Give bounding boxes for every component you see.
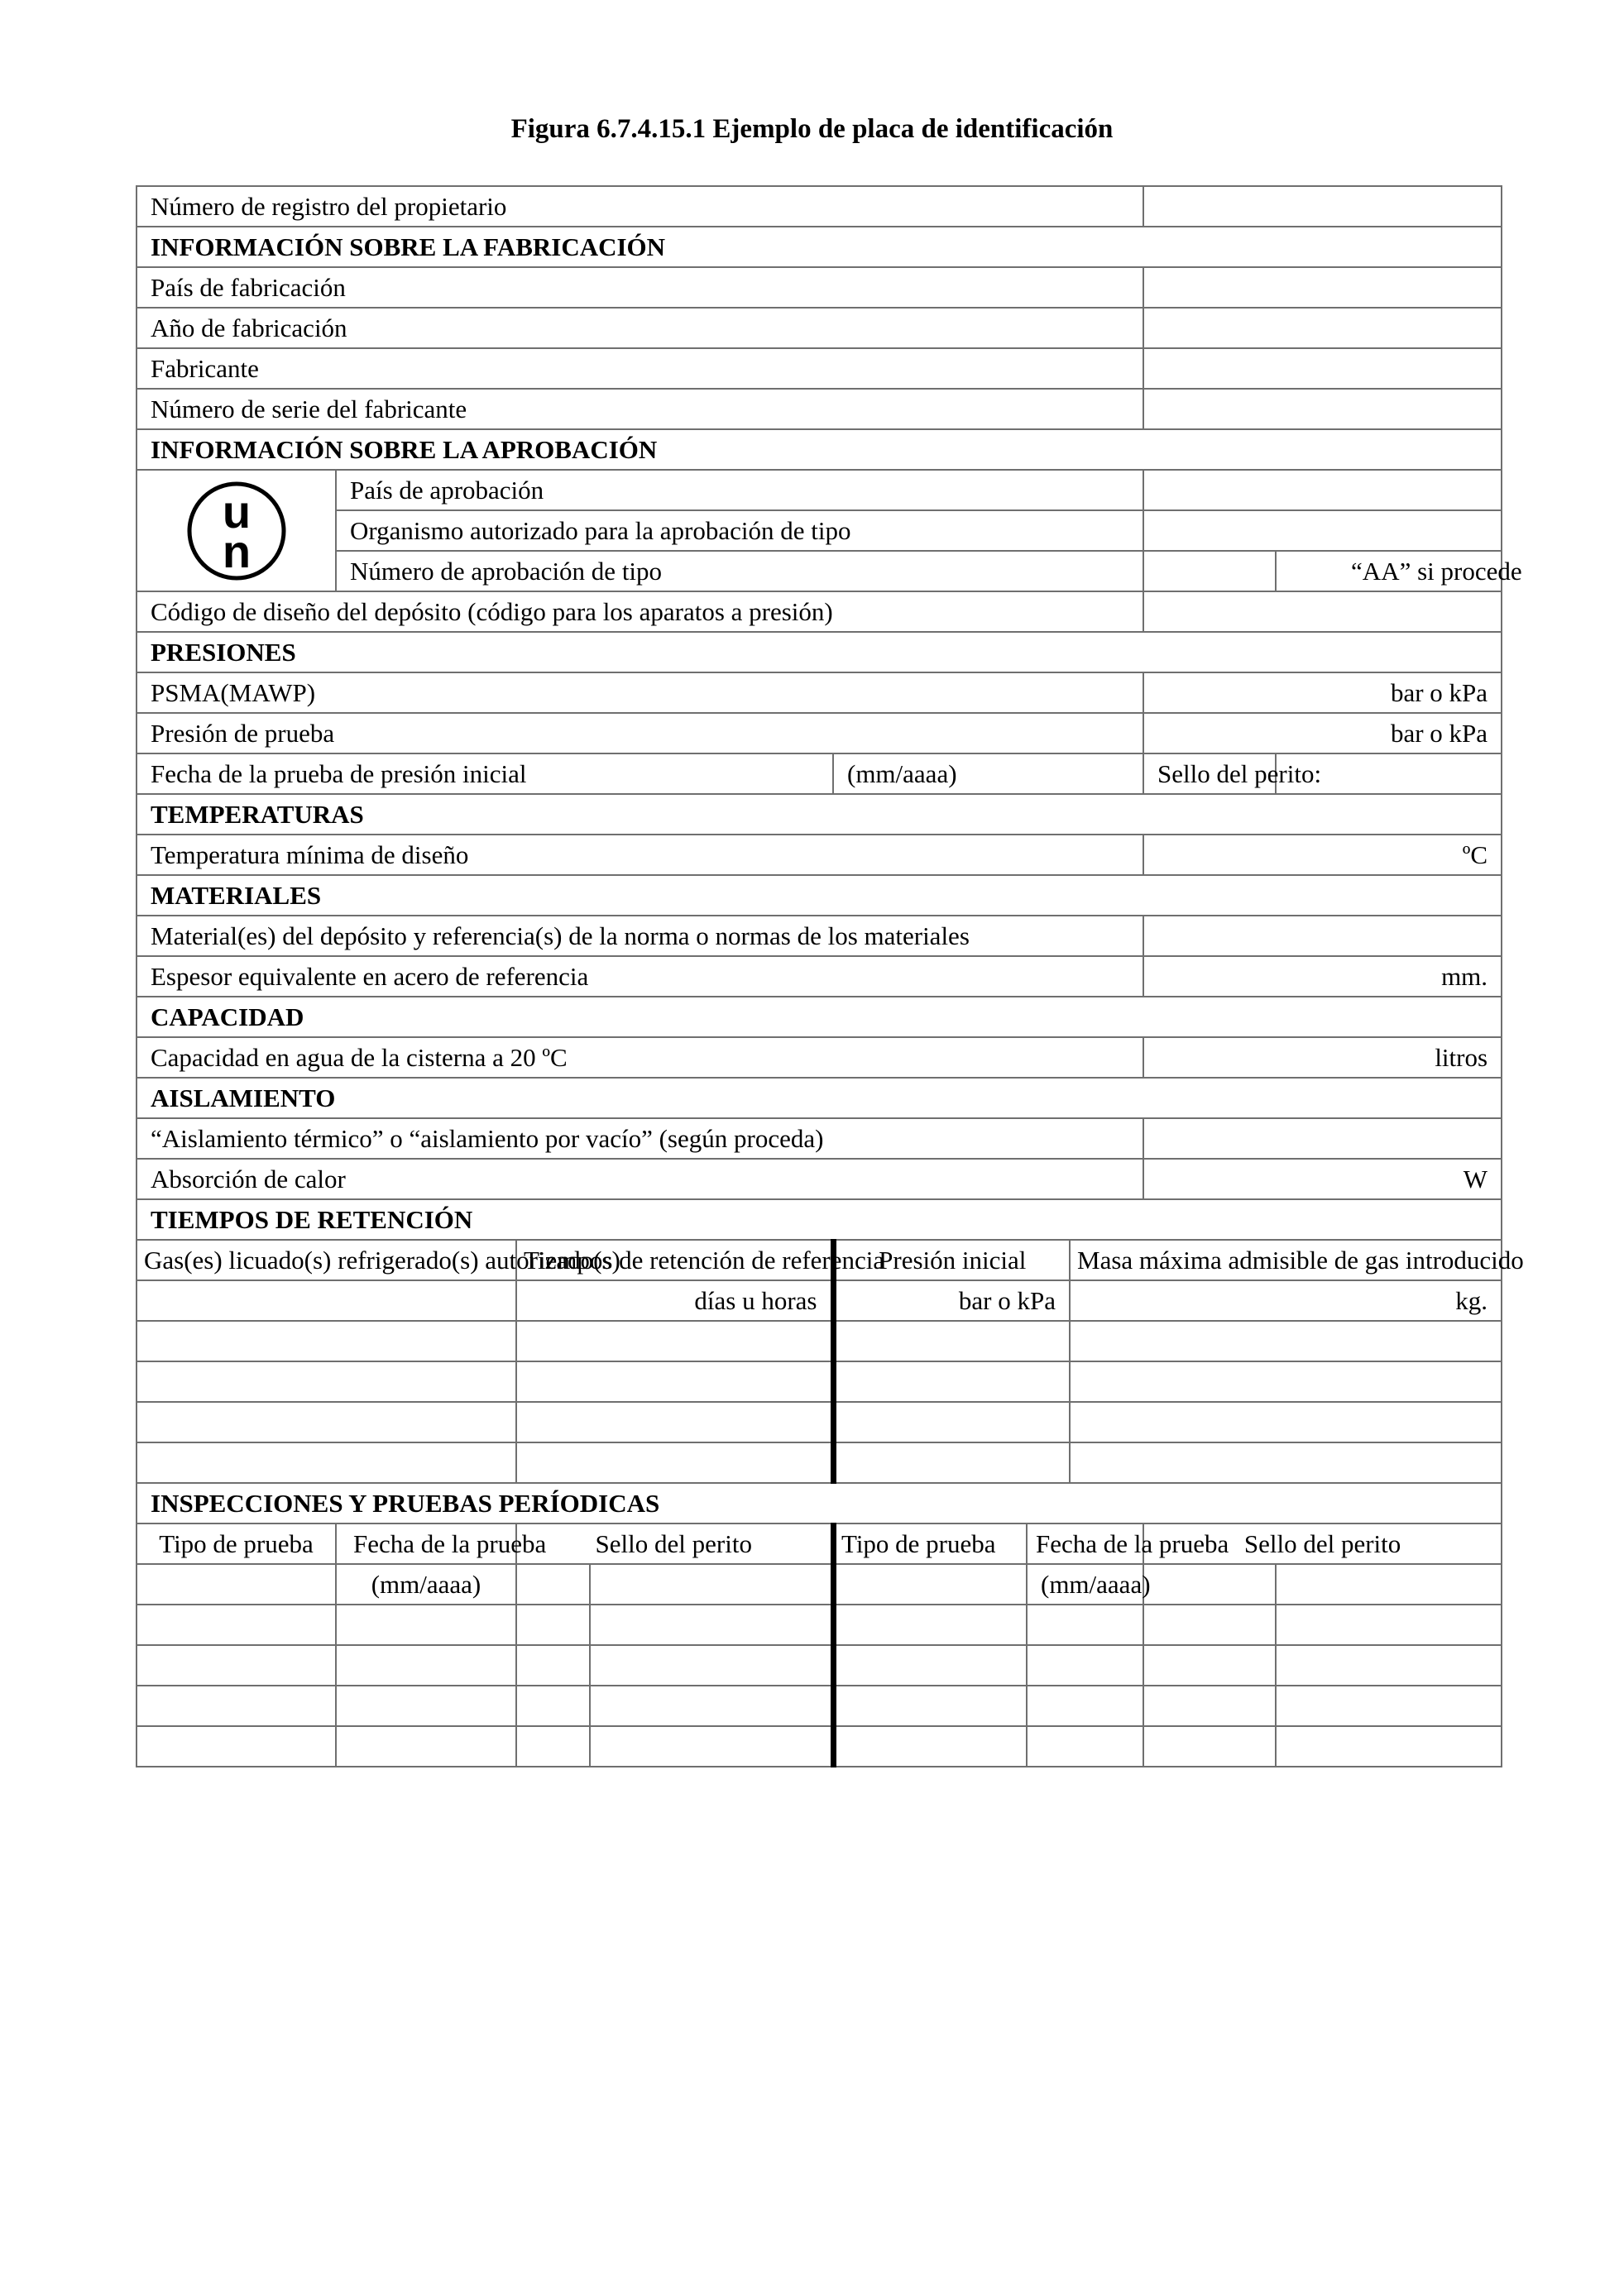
inspection-cell[interactable] (1143, 1564, 1276, 1605)
aa-note: “AA” si procede (1276, 551, 1502, 591)
mawp-unit[interactable]: bar o kPa (1143, 672, 1502, 713)
inspection-row (137, 1645, 1502, 1686)
holding-cell[interactable] (516, 1361, 833, 1402)
row-type-approval-number (137, 551, 1502, 591)
holding-unit-pressure[interactable]: bar o kPa (833, 1280, 1070, 1321)
heat-absorption-label: Absorción de calor (137, 1159, 1143, 1199)
initial-test-date-value[interactable]: (mm/aaaa) (833, 753, 1143, 794)
inspection-cell[interactable] (590, 1564, 833, 1605)
approval-heading: INFORMACIÓN SOBRE LA APROBACIÓN (137, 429, 1502, 470)
inspection-cell[interactable] (137, 1686, 336, 1726)
inspection-row (137, 1605, 1502, 1645)
holding-cell[interactable] (1070, 1361, 1502, 1402)
row-serial-number (137, 389, 1502, 429)
year-of-manufacture-label: Año de fabricación (137, 308, 1143, 348)
water-capacity-label: Capacidad en agua de la cisterna a 20 ºC (137, 1037, 1143, 1078)
serial-number-label: Número de serie del fabricante (137, 389, 1143, 429)
inspection-col-test-type-2: Tipo de prueba (833, 1523, 1027, 1564)
row-holding-times-heading (137, 1199, 1502, 1240)
inspection-cell[interactable] (336, 1726, 516, 1767)
row-approval-body (137, 510, 1502, 551)
owner-registration-value[interactable] (1143, 186, 1502, 227)
inspection-cell[interactable] (516, 1605, 590, 1645)
pressures-heading: PRESIONES (137, 632, 1502, 672)
row-owner-registration (137, 186, 1502, 227)
holding-cell[interactable] (137, 1402, 516, 1442)
svg-text:u: u (222, 485, 251, 538)
row-approval-heading (137, 429, 1502, 470)
country-of-manufacture-value[interactable] (1143, 267, 1502, 308)
holding-cell[interactable] (833, 1321, 1070, 1361)
row-materials-ref (137, 916, 1502, 956)
row-water-capacity (137, 1037, 1502, 1078)
inspection-cell[interactable] (516, 1645, 590, 1686)
holding-times-row (137, 1402, 1502, 1442)
inspection-cell[interactable] (336, 1686, 516, 1726)
holding-col-gas: Gas(es) licuado(s) refrigerado(s) autorizado(s) (137, 1240, 516, 1280)
row-inspections-heading (137, 1483, 1502, 1523)
holding-cell[interactable] (137, 1321, 516, 1361)
inspection-cell[interactable] (1143, 1686, 1276, 1726)
materials-heading: MATERIALES (137, 875, 1502, 916)
inspection-cell[interactable] (590, 1605, 833, 1645)
manufacturer-label: Fabricante (137, 348, 1143, 389)
inspection-cell[interactable] (1276, 1686, 1502, 1726)
country-of-manufacture-label: País de fabricación (137, 267, 1143, 308)
inspection-cell[interactable] (590, 1645, 833, 1686)
inspection-cell[interactable] (137, 1605, 336, 1645)
heat-absorption-unit[interactable]: W (1143, 1159, 1502, 1199)
inspection-cell[interactable] (1276, 1726, 1502, 1767)
inspection-cell[interactable] (833, 1564, 1027, 1605)
un-mark (137, 470, 336, 591)
inspection-date-format-row (137, 1564, 1502, 1605)
insulation-heading: AISLAMIENTO (137, 1078, 1502, 1118)
inspection-cell[interactable] (1027, 1726, 1143, 1767)
inspection-cell[interactable] (336, 1605, 516, 1645)
inspection-col-expert-stamp-2: Sello del perito (1143, 1523, 1502, 1564)
row-design-code (137, 591, 1502, 632)
inspection-date-format-2[interactable]: (mm/aaaa) (1027, 1564, 1143, 1605)
holding-times-row (137, 1321, 1502, 1361)
holding-times-units-row (137, 1280, 1502, 1321)
holding-cell[interactable] (1070, 1321, 1502, 1361)
inspection-col-test-type: Tipo de prueba (137, 1523, 336, 1564)
inspection-cell[interactable] (1143, 1605, 1276, 1645)
row-manufacturer (137, 348, 1502, 389)
row-manufacturing-heading (137, 227, 1502, 267)
inspection-date-format[interactable]: (mm/aaaa) (336, 1564, 516, 1605)
materials-ref-label: Material(es) del depósito y referencia(s) de la norma o normas de los materiales (137, 916, 1143, 956)
inspection-cell[interactable] (137, 1645, 336, 1686)
holding-unit-time[interactable]: días u horas (516, 1280, 833, 1321)
holding-cell[interactable] (137, 1442, 516, 1483)
inspection-cell[interactable] (137, 1564, 336, 1605)
identification-plate-table (136, 185, 1524, 1767)
holding-col-mass: Masa máxima admisible de gas introducido (1070, 1240, 1502, 1280)
approval-body-value[interactable] (1143, 510, 1502, 551)
inspection-row (137, 1686, 1502, 1726)
row-year-of-manufacture (137, 308, 1502, 348)
inspection-col-expert-stamp: Sello del perito (516, 1523, 833, 1564)
inspection-cell[interactable] (590, 1726, 833, 1767)
row-materials-heading (137, 875, 1502, 916)
water-capacity-unit[interactable]: litros (1143, 1037, 1502, 1078)
row-pressures-heading (137, 632, 1502, 672)
row-thickness (137, 956, 1502, 997)
expert-stamp-label: Sello del perito: (1143, 753, 1276, 794)
inspection-cell[interactable] (1027, 1686, 1143, 1726)
holding-cell[interactable] (516, 1402, 833, 1442)
temperatures-heading: TEMPERATURAS (137, 794, 1502, 835)
figure-title: Figura 6.7.4.15.1 Ejemplo de placa de identificación (510, 114, 1114, 144)
insulation-type-label: “Aislamiento térmico” o “aislamiento por vacío” (según proceda) (137, 1118, 1143, 1159)
thickness-label: Espesor equivalente en acero de referencia (137, 956, 1143, 997)
inspection-cell[interactable] (516, 1726, 590, 1767)
row-country-of-manufacture (137, 267, 1502, 308)
holding-col-pressure: Presión inicial (833, 1240, 1070, 1280)
capacity-heading: CAPACIDAD (137, 997, 1502, 1037)
holding-col-time: Tiempos de retención de referencia (516, 1240, 833, 1280)
manufacturing-heading: INFORMACIÓN SOBRE LA FABRICACIÓN (137, 227, 1502, 267)
approval-country-value[interactable] (1143, 470, 1502, 510)
row-capacity-heading (137, 997, 1502, 1037)
holding-times-heading: TIEMPOS DE RETENCIÓN (137, 1199, 1502, 1240)
row-min-design-temp (137, 835, 1502, 875)
inspection-cell[interactable] (590, 1686, 833, 1726)
row-inspections-columns (137, 1523, 1502, 1564)
min-design-temp-label: Temperatura mínima de diseño (137, 835, 1143, 875)
inspection-col-test-date-2: Fecha de la prueba (1027, 1523, 1143, 1564)
row-insulation-heading (137, 1078, 1502, 1118)
type-approval-number-value[interactable] (1143, 551, 1276, 591)
inspection-cell[interactable] (1276, 1564, 1502, 1605)
inspection-cell[interactable] (833, 1605, 1027, 1645)
holding-cell[interactable] (833, 1442, 1070, 1483)
holding-unit-mass[interactable]: kg. (1070, 1280, 1502, 1321)
row-test-pressure (137, 713, 1502, 753)
inspection-cell[interactable] (1143, 1645, 1276, 1686)
inspections-heading: INSPECCIONES Y PRUEBAS PERÍODICAS (137, 1483, 1502, 1523)
row-temperatures-heading (137, 794, 1502, 835)
holding-cell[interactable] (516, 1442, 833, 1483)
inspection-cell[interactable] (1276, 1605, 1502, 1645)
inspection-cell[interactable] (833, 1645, 1027, 1686)
row-mawp (137, 672, 1502, 713)
min-design-temp-unit[interactable]: ºC (1143, 835, 1502, 875)
owner-registration-label: Número de registro del propietario (137, 186, 1143, 227)
holding-cell[interactable] (1070, 1442, 1502, 1483)
holding-cell[interactable] (137, 1280, 516, 1321)
inspection-cell[interactable] (833, 1726, 1027, 1767)
row-initial-test-date (137, 753, 1502, 794)
year-of-manufacture-value[interactable] (1143, 308, 1502, 348)
inspection-cell[interactable] (1027, 1605, 1143, 1645)
un-logo-icon (185, 480, 288, 582)
test-pressure-unit[interactable]: bar o kPa (1143, 713, 1502, 753)
inspection-cell[interactable] (137, 1726, 336, 1767)
initial-test-date-label: Fecha de la prueba de presión inicial (137, 753, 833, 794)
approval-body-label: Organismo autorizado para la aprobación de tipo (336, 510, 1143, 551)
inspection-cell[interactable] (1276, 1645, 1502, 1686)
holding-times-row (137, 1442, 1502, 1483)
approval-country-label: País de aprobación (336, 470, 1143, 510)
mawp-label: PSMA(MAWP) (137, 672, 1143, 713)
serial-number-value[interactable] (1143, 389, 1502, 429)
type-approval-number-label: Número de aprobación de tipo (336, 551, 1143, 591)
design-code-label: Código de diseño del depósito (código para los aparatos a presión) (137, 591, 1143, 632)
row-insulation-type (137, 1118, 1502, 1159)
inspection-cell[interactable] (516, 1564, 590, 1605)
holding-cell[interactable] (1070, 1402, 1502, 1442)
inspection-cell[interactable] (1027, 1645, 1143, 1686)
insulation-type-value[interactable] (1143, 1118, 1502, 1159)
inspection-cell[interactable] (336, 1645, 516, 1686)
row-holding-times-columns (137, 1240, 1502, 1280)
holding-cell[interactable] (833, 1402, 1070, 1442)
design-code-value[interactable] (1143, 591, 1502, 632)
inspection-cell[interactable] (833, 1686, 1027, 1726)
holding-cell[interactable] (137, 1361, 516, 1402)
row-heat-absorption (137, 1159, 1502, 1199)
test-pressure-label: Presión de prueba (137, 713, 1143, 753)
holding-cell[interactable] (833, 1361, 1070, 1402)
inspection-col-test-date: Fecha de la prueba (336, 1523, 516, 1564)
holding-times-row (137, 1361, 1502, 1402)
inspection-row (137, 1726, 1502, 1767)
inspection-cell[interactable] (516, 1686, 590, 1726)
materials-ref-value[interactable] (1143, 916, 1502, 956)
inspection-cell[interactable] (1143, 1726, 1276, 1767)
holding-cell[interactable] (516, 1321, 833, 1361)
thickness-unit[interactable]: mm. (1143, 956, 1502, 997)
manufacturer-value[interactable] (1143, 348, 1502, 389)
svg-text:n: n (222, 524, 251, 577)
row-approval-country (137, 470, 1502, 510)
